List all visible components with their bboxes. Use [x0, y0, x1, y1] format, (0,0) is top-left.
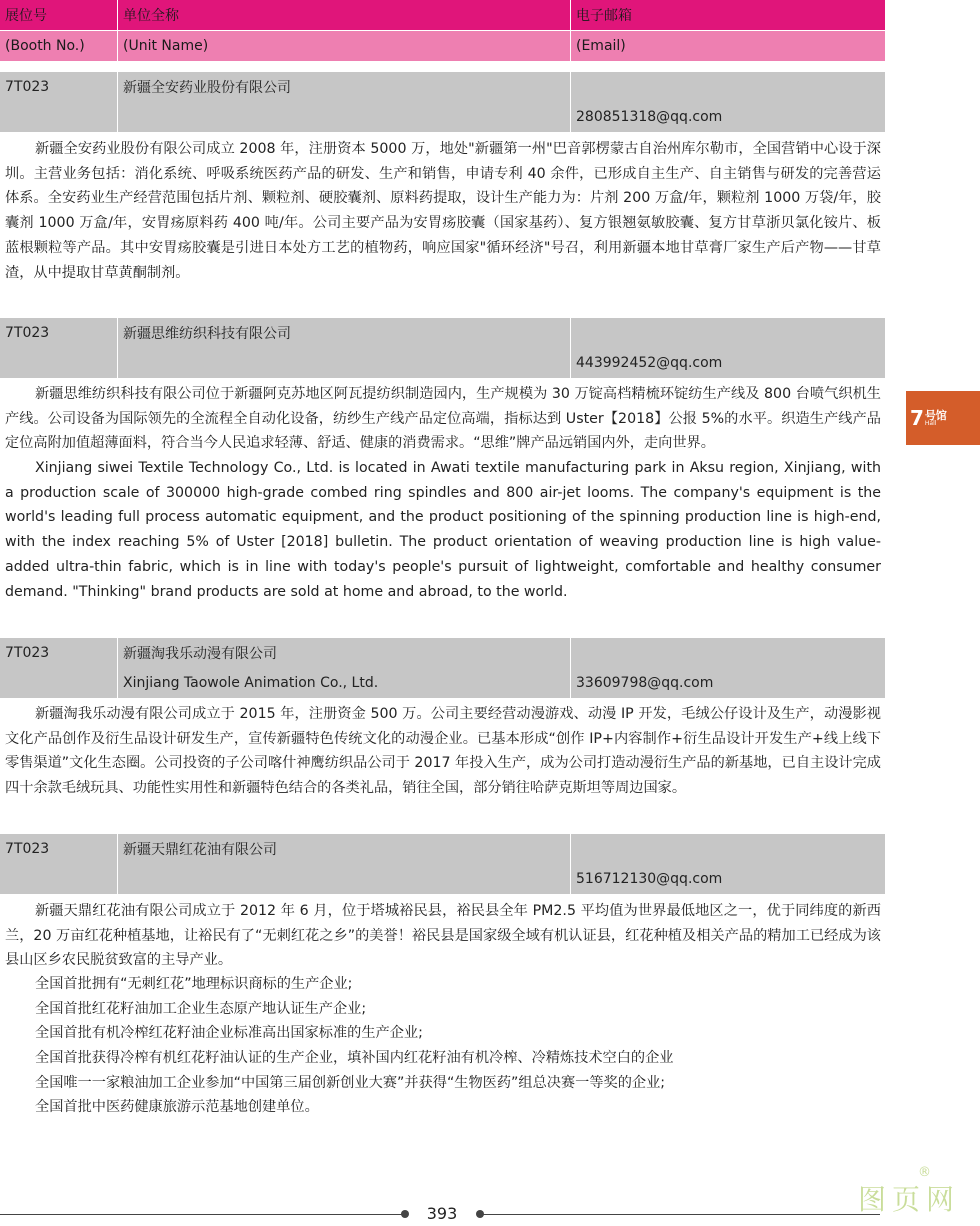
booth-number: 7T023 — [0, 72, 118, 102]
hall-number: 7 — [910, 406, 924, 430]
company-email: 280851318@qq.com — [576, 109, 723, 125]
hall-label-cn: 号馆 — [924, 408, 947, 422]
company-description: 新疆淘我乐动漫有限公司成立于 2015 年，注册资金 500 万。公司主要经营动漫游戏、动漫 IP 开发，毛绒公仔设计及生产，动漫影视文化产品创作及衍生品设计研发生产，宣传新疆特色传统文化的动漫企业。已基本形成“创作 IP+内容制作+衍生品设计开发生产+线上线下零售渠道”文化生态圈。公司投资的子公司喀什神鹰纺织品公司于 2017 年投入生产，成为公司打造动漫衍生产品的新基地，已自主设计完成四十余款毛绒玩具、功能性实用性和新疆特色结合的各类礼品，销往全国，部分销往哈萨克斯坦等周边国家。 — [5, 706, 881, 797]
email-header: 电子邮箱 — [576, 8, 632, 24]
company-name-cn: 新疆思维纺织科技有限公司 — [118, 318, 571, 348]
email-header-en: (Email) — [576, 38, 626, 54]
table-header-cn — [0, 0, 885, 30]
exhibitor-row-cn — [0, 638, 885, 668]
hall-label-en: Hall — [924, 419, 937, 427]
company-description: 新疆全安药业股份有限公司成立 2008 年，注册资本 5000 万，地处"新疆第一州"巴音郭楞蒙古自治州库尔勒市，全国营销中心设于深圳。主营业务包括：消化系统、呼吸系统医药产品的研发、生产和销售，申请专利 40 余件，已形成自主生产、自主销售与研发的完善营运体系。全安药业生产经营范围包括片剂、颗粒剂、硬胶囊剂、原料药提取，设计生产能力为：片剂 200 万盒/年，颗粒剂 1000 万袋/年，胶囊剂 1000 万盒/年，安胃疡原料药 400 吨/年。公司主要产品为安胃疡胶囊（国家基药）、复方银翘氨敏胶囊、复方甘草浙贝氯化铵片、板蓝根颗粒等产品。其中安胃疡胶囊是引进日本处方工艺的植物药，响应国家"循环经济"号召，利用新疆本地甘草膏厂家生产后产物——甘草渣，从中提取甘草黄酮制剂。 — [5, 141, 881, 281]
company-name-cn: 新疆全安药业股份有限公司 — [118, 72, 571, 102]
booth-number: 7T023 — [0, 638, 118, 668]
company-description: 新疆思维纺织科技有限公司位于新疆阿克苏地区阿瓦提纺织制造园内，生产规模为 30 万锭高档精梳环锭纺生产线及 800 台喷气织机生产线。公司设备为国际领先的全流程全自动化设备，纺纱生产线产品定位高端，指标达到 Uster【2018】公报 5%的水平。织造生产线产品定位高附加值超薄面料，符合当今人民追求轻薄、舒适、健康的消费需求。“思维”牌产品远销国内外，走向世界。 — [5, 386, 881, 452]
footer-rule-right — [480, 1214, 880, 1215]
watermark-logo: 图页网 — [858, 1183, 961, 1216]
exhibitor-row-en — [0, 864, 885, 894]
exhibitor-row-en — [0, 348, 885, 378]
watermark-registered-mark: ® — [918, 1165, 931, 1180]
exhibitor-row-en — [0, 668, 885, 698]
company-name-cn: 新疆淘我乐动漫有限公司 — [118, 638, 571, 668]
booth-header: 展位号 — [0, 0, 118, 30]
honor-item: 全国唯一一家粮油加工企业参加“中国第三届创新创业大赛”并获得“生物医药”组总决赛一等奖的企业; — [35, 1075, 666, 1091]
honor-item: 全国首批拥有“无刺红花”地理标识商标的生产企业; — [35, 976, 353, 992]
company-name-en — [118, 864, 571, 894]
page-number: 393 — [426, 1204, 458, 1223]
booth-header-en: (Booth No.) — [0, 31, 118, 61]
honor-item: 全国首批中医药健康旅游示范基地创建单位。 — [35, 1099, 319, 1115]
exhibitor-row-cn — [0, 72, 885, 102]
footer-rule-left — [0, 1214, 405, 1215]
company-name-en — [118, 102, 571, 132]
company-email: 443992452@qq.com — [576, 355, 723, 371]
table-header-en — [0, 31, 885, 61]
company-name-cn: 新疆天鼎红花油有限公司 — [118, 834, 571, 864]
exhibitor-row-cn — [0, 834, 885, 864]
exhibitor-row-cn — [0, 318, 885, 348]
company-name-en — [118, 348, 571, 378]
company-description-en: Xinjiang siwei Textile Technology Co., Ltd. is located in Awati textile manufacturing park in Aksu region, Xinjiang, with a production scale of 300000 high-grade combed ring spindles and 800 air-jet looms. The company's equipment is the world's leading full process automatic equipment, and the product positioning of the spinning production line is high-end, with the index reaching 5% of Uster [2018] bulletin. The product orientation of weaving production line is high value-added ultra-thin fabric, which is in line with today's people's pursuit of lightweight, comfortable and healthy consumer demand. "Thinking" brand products are sold at home and abroad, to the world. — [5, 460, 881, 600]
booth-number: 7T023 — [0, 318, 118, 348]
hall-tab — [906, 391, 980, 445]
honor-item: 全国首批获得冷榨有机红花籽油认证的生产企业，填补国内红花籽油有机冷榨、冷精炼技术空白的企业 — [35, 1050, 674, 1066]
exhibitor-row-en — [0, 102, 885, 132]
company-description: 新疆天鼎红花油有限公司成立于 2012 年 6 月，位于塔城裕民县，裕民县全年 PM2.5 平均值为世界最低地区之一，优于同纬度的新西兰，20 万亩红花种植基地，让裕民有了“无刺红花之乡”的美誉！裕民县是国家级全域有机认证县，红花种植及相关产品的精加工已经成为该县山区乡农民脱贫致富的主导产业。 — [5, 903, 881, 969]
unit-header-en: (Unit Name) — [118, 31, 571, 61]
honor-item: 全国首批有机冷榨红花籽油企业标准高出国家标准的生产企业; — [35, 1025, 423, 1041]
honor-item: 全国首批红花籽油加工企业生态原产地认证生产企业; — [35, 1001, 367, 1017]
company-name-en: Xinjiang Taowole Animation Co., Ltd. — [118, 668, 571, 698]
company-email: 33609798@qq.com — [576, 675, 714, 691]
company-email: 516712130@qq.com — [576, 871, 723, 887]
footer-dot-left — [401, 1210, 409, 1218]
unit-header: 单位全称 — [118, 0, 571, 30]
booth-number: 7T023 — [0, 834, 118, 864]
